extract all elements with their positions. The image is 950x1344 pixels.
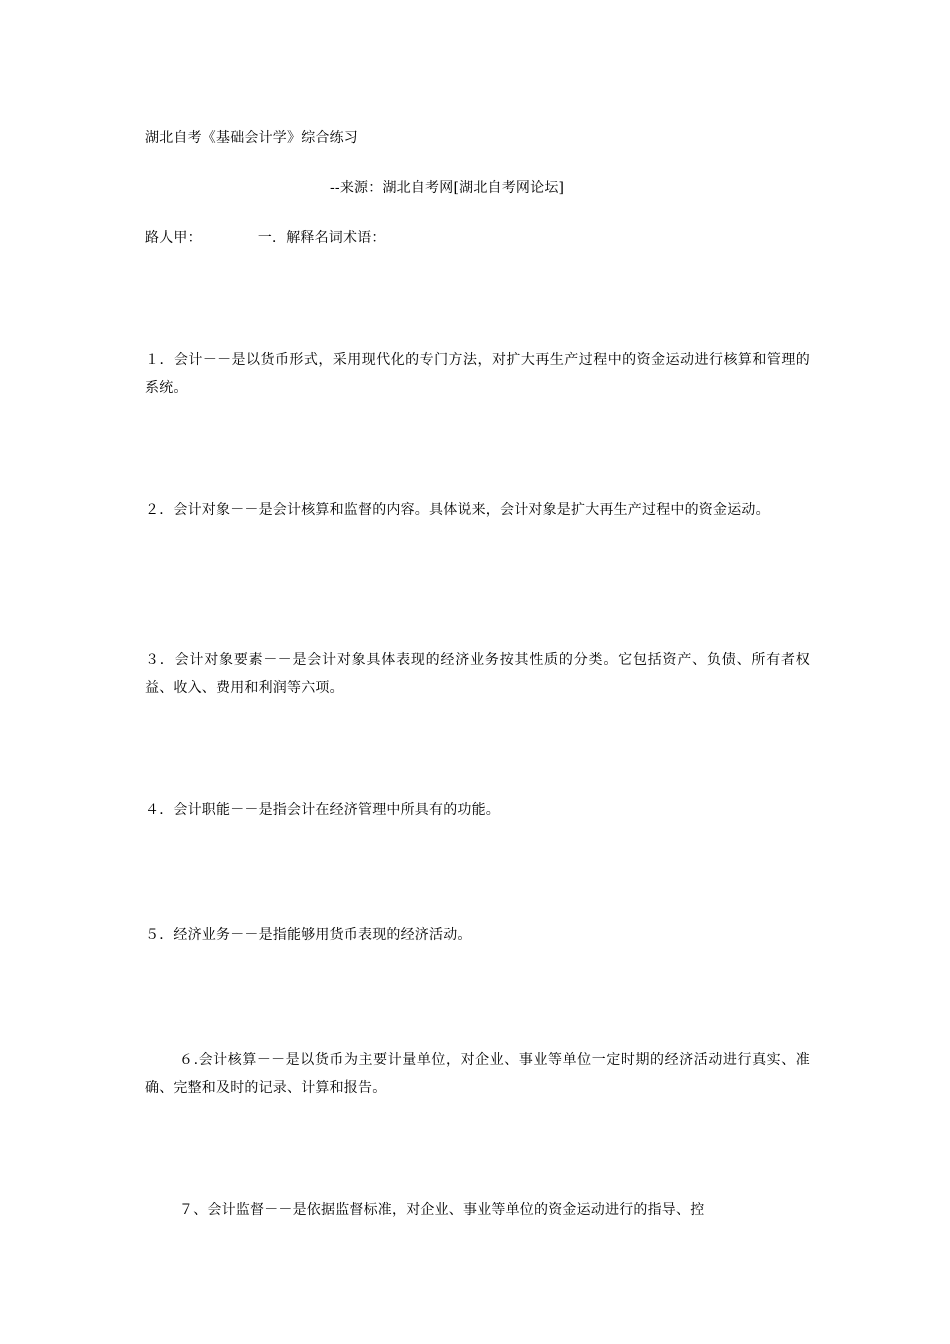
poster-name: 路人甲： [145, 230, 202, 246]
source-line: --来源：湖北自考网[湖北自考网论坛] [330, 180, 565, 196]
document-title: 湖北自考《基础会计学》综合练习 [145, 130, 358, 146]
term-item-7: ７、会计监督－－是依据监督标准，对企业、事业等单位的资金运动进行的指导、控 [179, 1202, 705, 1218]
section-heading: 一．解释名词术语： [257, 230, 386, 246]
term-item-4: ４．会计职能－－是指会计在经济管理中所具有的功能。 [145, 802, 500, 818]
term-item-2: ２．会计对象－－是会计核算和监督的内容。具体说来，会计对象是扩大再生产过程中的资金运动。 [145, 502, 770, 518]
term-item-3: ３．会计对象要素－－是会计对象具体表现的经济业务按其性质的分类。它包括资产、负债、所有者权益、收入、费用和利润等六项。 [145, 652, 810, 696]
poster-row [145, 228, 386, 248]
term-item-6: ６.会计核算－－是以货币为主要计量单位，对企业、事业等单位一定时期的经济活动进行真实、准确、完整和及时的记录、计算和报告。 [145, 1052, 810, 1096]
term-item-5: ５．经济业务－－是指能够用货币表现的经济活动。 [145, 927, 472, 943]
term-item-1: １．会计－－是以货币形式，采用现代化的专门方法，对扩大再生产过程中的资金运动进行核算和管理的系统。 [145, 352, 810, 396]
